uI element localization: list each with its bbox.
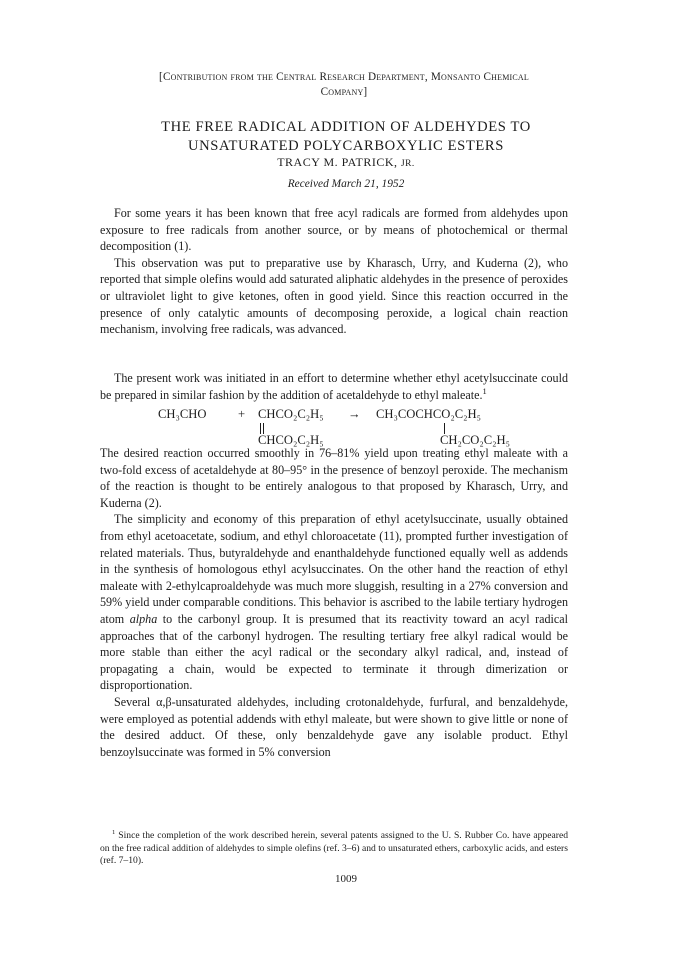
body-block-2 bbox=[100, 370, 568, 403]
contribution-line-2: Company] bbox=[320, 86, 368, 98]
footnote-1 bbox=[100, 830, 568, 868]
author-name: TRACY M. PATRICK, bbox=[277, 155, 402, 169]
eq-product-bottom: CH₂CO₂C₂H₅ bbox=[440, 433, 511, 447]
body-block-1 bbox=[100, 205, 568, 338]
paragraph-6: Several α,β-unsaturated aldehydes, including crotonaldehyde, furfural, and benzaldehyde, were employed as potential addends with ethyl maleate, but were shown to give little or none of the desired adduct. Of these, only benzaldehyde gave any isolable product. Ethyl benzoylsuccinate was formed in 5% conversion bbox=[100, 694, 568, 759]
article-title bbox=[96, 118, 596, 155]
footnote bbox=[100, 830, 568, 868]
paragraph-3 bbox=[100, 370, 568, 403]
footnote-text: Since the completion of the work described herein, several patents assigned to the U. S. Rubber Co. have appeared on the free radical addition of aldehydes to simple olefins (ref. 3–6) and to unsaturated ethers, carboxylic acids, and esters (ref. 7–10). bbox=[100, 830, 568, 867]
paragraph-1: For some years it has been known that free acyl radicals are formed from aldehydes upon exposure to free radicals from another source, or by means of photochemical or thermal decomposition (1). bbox=[100, 206, 568, 254]
page-number: 1009 bbox=[335, 873, 357, 885]
author-suffix: JR. bbox=[401, 159, 415, 169]
author-byline bbox=[96, 155, 596, 170]
eq-reactant-acetaldehyde: CH₃CHO bbox=[158, 407, 207, 421]
paragraph-5-end: to the carbonyl group. It is presumed that its reactivity toward an acyl radical approaches that of the carbonyl hydrogen. The resulting tertiary free alkyl radical would be more stable than either the acyl radical or the secondary alkyl radical, and, instead of propagating a chain, would be expected to terminate it through dimerization or disproportionation. bbox=[100, 611, 568, 693]
paragraph-5-text: The simplicity and economy of this preparation of ethyl acetylsuccinate, usually obtained from ethyl acetoacetate, sodium, and ethyl chloroacetate (11), prompted further investigation of related materials. Thus, butyraldehyde and enanthaldehyde functioned equally well as addends in the synthesis of homologous ethyl acylsuccinates. On the other hand the reaction of ethyl maleate with 2-ethylcaproaldehyde was much more sluggish, resulting in a 27% conversion and 59% yield under comparable conditions. This behavior is ascribed to the labile tertiary hydrogen atom bbox=[100, 512, 568, 626]
paragraph-5-italic: alpha bbox=[129, 611, 158, 626]
paragraph-3-text: The present work was initiated in an effort to determine whether ethyl acetylsuccinate could be prepared in similar fashion by the addition of acetaldehyde to ethyl maleate. bbox=[100, 371, 568, 402]
footnote-ref-1: 1 bbox=[482, 385, 487, 396]
title-line-1: THE FREE RADICAL ADDITION OF ALDEHYDES TO bbox=[161, 119, 531, 135]
eq-arrow: → bbox=[348, 407, 361, 421]
contribution-header bbox=[100, 70, 588, 100]
received-date: Received March 21, 1952 bbox=[287, 178, 405, 190]
eq-plus-sign: + bbox=[238, 407, 246, 421]
title-line-2: UNSATURATED POLYCARBOXYLIC ESTERS bbox=[188, 137, 504, 154]
eq-product-top: CH₃COCHCO₂C₂H₅ bbox=[376, 407, 482, 421]
paragraph-2: This observation was put to preparative use by Kharasch, Urry, and Kuderna (2), who reported that simple olefins would add saturated aliphatic aldehydes in the presence of peroxides or ultraviolet light to give ketones, often in good yield. Since this reaction occurred in the presence of only catalytic amounts of decomposing peroxide, a logical chain reaction mechanism, involving free radicals, was advanced. bbox=[100, 255, 568, 337]
body-block-3 bbox=[100, 445, 568, 760]
paragraph-4: The desired reaction occurred smoothly in 76–81% yield upon treating ethyl maleate with a two-fold excess of acetaldehyde at 80–95° in the presence of benzoyl peroxide. The mechanism of the reaction is thought to be entirely analogous to that proposed by Kharasch, Urry, and Kuderna (2). bbox=[100, 446, 568, 510]
contribution-line-1: [Contribution from the Central Research Department, Monsanto Chemical bbox=[159, 71, 529, 83]
reaction-equation bbox=[100, 405, 568, 447]
eq-maleate-top: CHCO₂C₂H₅ bbox=[258, 407, 324, 421]
paragraph-5 bbox=[100, 511, 568, 694]
eq-maleate-bottom: CHCO₂C₂H₅ bbox=[258, 433, 324, 447]
footnote-marker: 1 bbox=[112, 828, 116, 836]
